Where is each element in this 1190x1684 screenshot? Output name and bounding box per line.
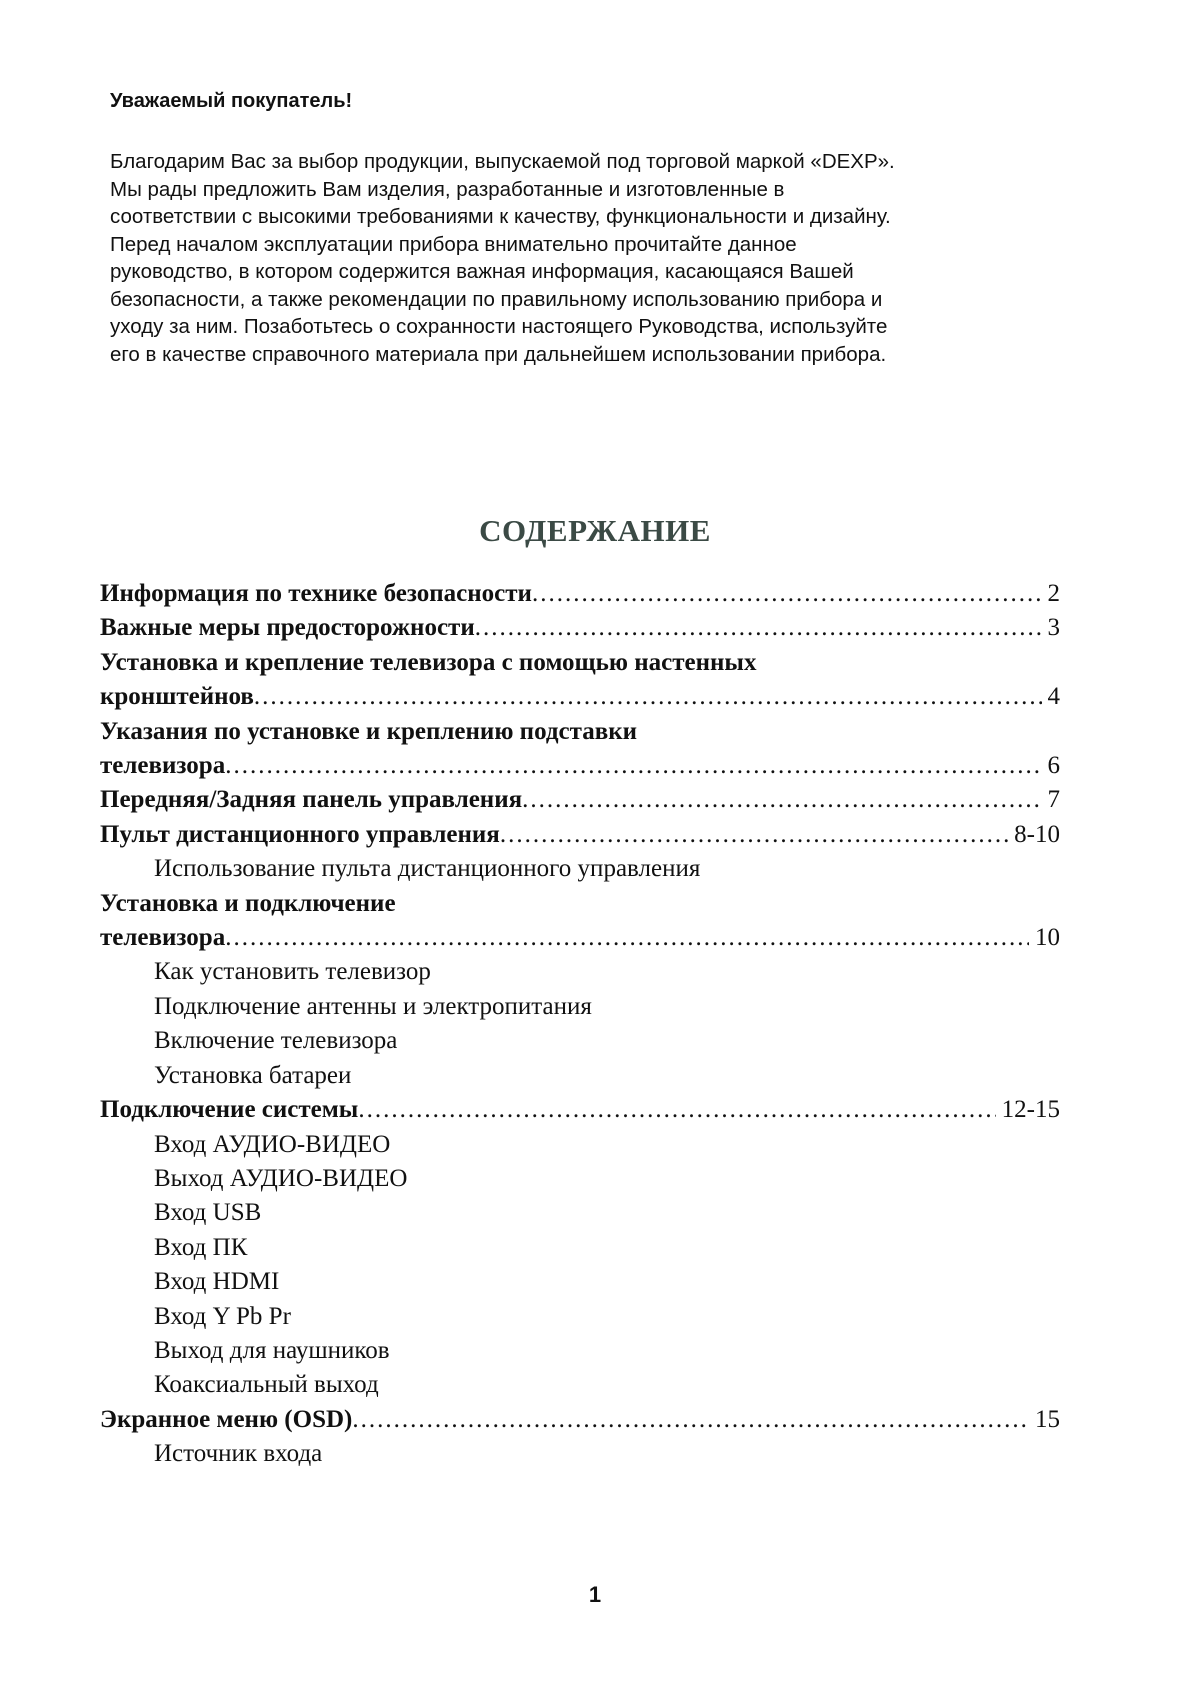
toc-entry-heading: Указания по установке и креплению подставки: [100, 717, 637, 745]
intro-line: Мы рады предложить Вам изделия, разработанные и изготовленные в: [110, 177, 785, 201]
intro-line: Перед началом эксплуатации прибора внимательно прочитайте данное: [110, 232, 797, 256]
intro-line: соответствии с высокими требованиями к качеству, функциональности и дизайну.: [110, 205, 891, 228]
toc-dot-leader: [475, 611, 1042, 645]
intro-line: руководство, в котором содержится важная информация, касающаяся Вашей: [110, 260, 854, 283]
toc-entry-page: 4: [1047, 683, 1060, 711]
toc-dot-leader: [522, 783, 1041, 817]
toc-subentry[interactable]: Установка батареи: [154, 1061, 352, 1089]
intro-paragraph: [110, 148, 1090, 368]
toc-entry-title: Подключение системы: [100, 1096, 359, 1124]
toc-subentry[interactable]: Включение телевизора: [154, 1027, 398, 1055]
toc-dot-leader: [225, 921, 1029, 955]
intro-line: уходу за ним. Позаботьтесь о сохранности настоящего Руководства, используйте: [110, 315, 888, 338]
toc-dot-leader: [532, 577, 1042, 611]
toc-subentry[interactable]: Вход АУДИО-ВИДЕО: [154, 1130, 391, 1158]
toc-entry-heading: Установка и подключение: [100, 889, 396, 917]
toc-entry-page: 6: [1047, 752, 1060, 780]
toc-entry[interactable]: [100, 577, 1060, 611]
intro-line: его в качестве справочного материала при дальнейшем использовании прибора.: [110, 342, 887, 366]
toc-entry[interactable]: [100, 1093, 1060, 1127]
toc-dot-leader: [352, 1403, 1029, 1437]
toc-dot-leader: [225, 749, 1041, 783]
toc-subentry[interactable]: Как установить телевизор: [154, 958, 431, 986]
toc-dot-leader: [358, 1093, 995, 1127]
toc-entry-page: 8-10: [1014, 820, 1060, 848]
toc-entry-title: Экранное меню (OSD): [100, 1405, 353, 1433]
toc-entry-page: 2: [1047, 580, 1060, 607]
toc-subentry[interactable]: Коаксиальный выход: [154, 1371, 379, 1399]
toc-subentry[interactable]: Вход USB: [154, 1199, 262, 1227]
toc-entry-title: кронштейнов: [100, 683, 254, 711]
toc-entry-page: 3: [1047, 614, 1060, 642]
toc-entry-page: 12-15: [1001, 1096, 1060, 1124]
toc-dot-leader: [500, 818, 1008, 852]
toc-entry-page: 7: [1047, 786, 1060, 814]
table-of-contents: [100, 577, 1060, 1472]
toc-entry[interactable]: [100, 749, 1060, 783]
toc-entry[interactable]: [100, 611, 1060, 645]
toc-entry-title: Важные меры предосторожности: [100, 614, 475, 642]
toc-subentry[interactable]: Выход АУДИО-ВИДЕО: [154, 1164, 408, 1192]
toc-entry-page: 10: [1035, 924, 1060, 952]
toc-entry-page: 15: [1035, 1405, 1060, 1433]
toc-entry[interactable]: [100, 1403, 1060, 1437]
toc-entry-title: Передняя/Задняя панель управления: [100, 786, 523, 814]
toc-dot-leader: [254, 680, 1042, 714]
greeting-heading: Уважаемый покупатель!: [110, 90, 353, 112]
page-number: 1: [588, 1582, 602, 1607]
toc-subentry[interactable]: Вход HDMI: [154, 1268, 280, 1296]
toc-entry[interactable]: [100, 680, 1060, 714]
toc-entry-title: Информация по технике безопасности: [100, 580, 532, 607]
toc-title: СОДЕРЖАНИЕ: [479, 513, 711, 548]
toc-entry[interactable]: [100, 921, 1060, 955]
toc-entry-title: Пульт дистанционного управления: [100, 820, 500, 848]
toc-entry-heading: Установка и крепление телевизора с помощью настенных: [100, 648, 757, 676]
toc-subentry[interactable]: Выход для наушников: [154, 1336, 390, 1364]
toc-subentry[interactable]: Источник входа: [154, 1440, 323, 1468]
toc-entry-title: телевизора: [100, 752, 226, 780]
toc-subentry[interactable]: Подключение антенны и электропитания: [154, 992, 592, 1020]
intro-line: безопасности, а также рекомендации по правильному использованию прибора и: [110, 287, 883, 311]
toc-subentry[interactable]: Вход ПК: [154, 1233, 248, 1261]
toc-entry[interactable]: [100, 818, 1060, 852]
toc-subentry[interactable]: Использование пульта дистанционного управления: [154, 855, 701, 883]
toc-subentry[interactable]: Вход Y Pb Pr: [154, 1302, 291, 1330]
intro-line: Благодарим Вас за выбор продукции, выпускаемой под торговой маркой «DEXP».: [110, 150, 895, 173]
toc-entry[interactable]: [100, 783, 1060, 817]
toc-entry-title: телевизора: [100, 924, 226, 952]
